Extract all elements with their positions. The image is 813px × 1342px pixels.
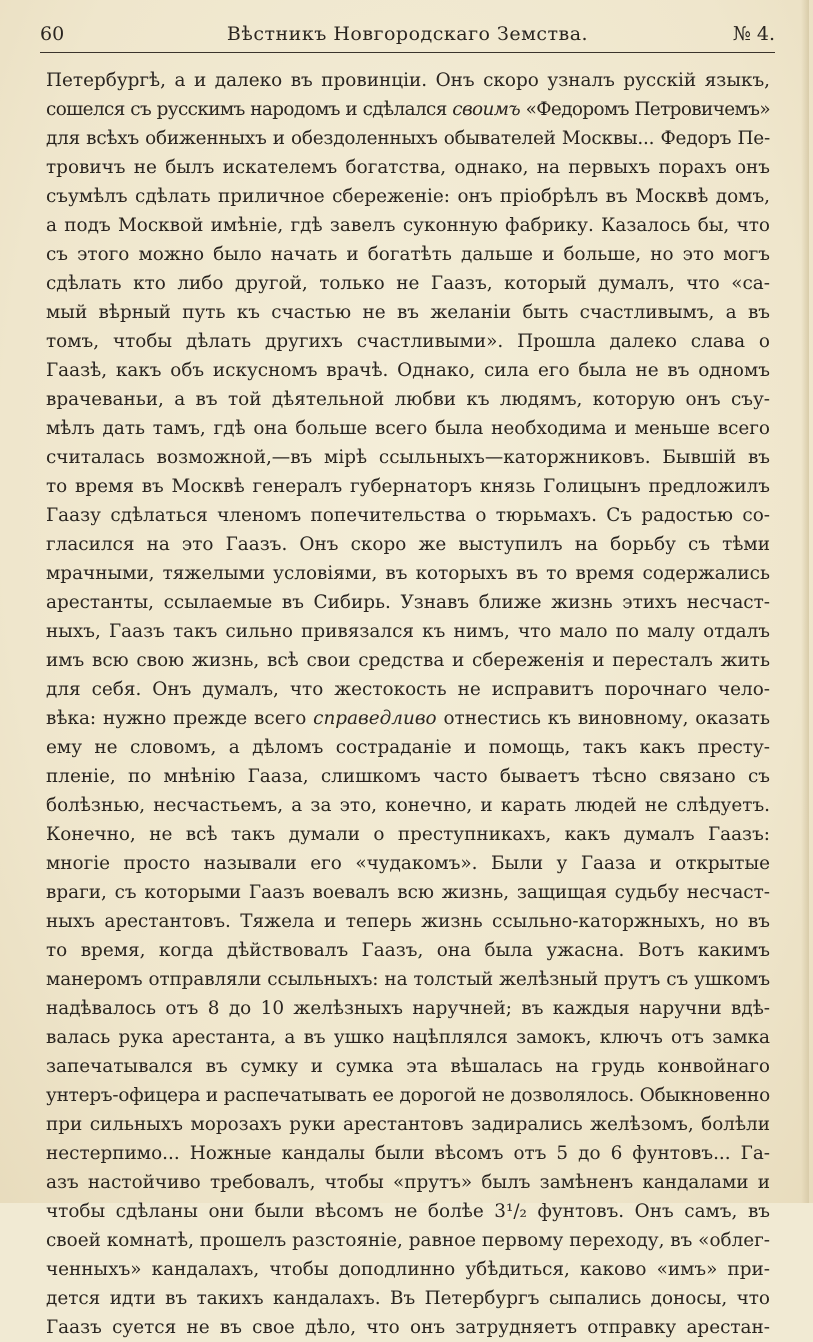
text-line: чтобы сдѣланы они были вѣсомъ не болѣе 3¹/₂ фунтовъ. Онъ самъ, въ xyxy=(46,1201,770,1222)
text-line: азъ настойчиво требовалъ, чтобы «прутъ» былъ замѣненъ кандалами и xyxy=(46,1172,770,1193)
text-line: унтеръ-офицера и распечатывать ее дорогой не дозволялось. Обыкновенно xyxy=(46,1085,770,1106)
text-line: для всѣхъ обиженныхъ и обездоленныхъ обывателей Москвы... Федоръ Пе- xyxy=(46,128,770,149)
text-segment: сошелся съ русскимъ народомъ и сдѣлался xyxy=(46,99,453,120)
text-line: считалась возможной,—въ мірѣ ссыльныхъ—каторжниковъ. Бывшій въ xyxy=(46,447,770,468)
emphasized-word: своимъ xyxy=(452,99,521,120)
page-edge-shadow xyxy=(801,0,809,1203)
text-line: враги, съ которыми Гаазъ воевалъ всю жизнь, защищая судьбу несчаст- xyxy=(46,882,770,903)
text-line: нестерпимо... Ножные кандалы были вѣсомъ отъ 5 до 6 фунтовъ... Га- xyxy=(46,1143,770,1164)
text-segment: отнестись къ виновному, оказать xyxy=(436,708,770,729)
text-line: то время въ Москвѣ генералъ губернаторъ князь Голицынъ предложилъ xyxy=(46,476,770,497)
text-line xyxy=(46,95,770,124)
emphasized-word: справедливо xyxy=(313,708,437,729)
text-line: надѣвалось отъ 8 до 10 желѣзныхъ наручней; въ каждыя наручни вдѣ- xyxy=(46,998,770,1019)
text-line: то время, когда дѣйствовалъ Гаазъ, она была ужасна. Вотъ какимъ xyxy=(46,940,770,961)
text-line: многіе просто называли его «чудакомъ». Были у Гааза и открытые xyxy=(46,853,770,874)
page-number: 60 xyxy=(40,23,65,45)
text-line: Гаазу сдѣлаться членомъ попечительства о тюрьмахъ. Съ радостью со- xyxy=(46,505,770,526)
text-line: манеромъ отправляли ссыльныхъ: на толстый желѣзный прутъ съ ушкомъ xyxy=(46,969,770,990)
text-line: а подъ Москвой имѣніе, гдѣ завелъ суконную фабрику. Казалось бы, что xyxy=(46,215,770,236)
text-line: врачеваньи, а въ той дѣятельной любви къ людямъ, которую онъ съу- xyxy=(46,389,770,410)
text-line: томъ, чтобы дѣлать другихъ счастливыми». Прошла далеко слава о xyxy=(46,331,770,352)
text-line: ему не словомъ, а дѣломъ состраданіе и помощь, такъ какъ престу- xyxy=(46,737,770,758)
text-line: Гаазъ суется не въ свое дѣло, что онъ затрудняетъ отправку арестан- xyxy=(46,1317,770,1338)
text-line: съ этого можно было начать и богатѣть дальше и больше, но это могъ xyxy=(46,244,770,265)
text-line: имъ всю свою жизнь, всѣ свои средства и сбереженія и пересталъ жить xyxy=(46,650,770,671)
text-line: болѣзнью, несчастьемъ, а за это, конечно, и карать людей не слѣдуетъ. xyxy=(46,795,770,816)
text-line: запечатывался въ сумку и сумка эта вѣшалась на грудь конвойнаго xyxy=(46,1056,770,1077)
text-line: Гаазѣ, какъ объ искусномъ врачѣ. Однако, сила его была не въ одномъ xyxy=(46,360,770,381)
text-line: своей комнатѣ, прошелъ разстояніе, равное первому переходу, въ «облег- xyxy=(46,1230,770,1251)
page-header xyxy=(40,18,775,50)
text-line: сдѣлать кто либо другой, только не Гаазъ, который думалъ, что «са- xyxy=(46,273,770,294)
text-line: пленіе, по мнѣнію Гааза, слишкомъ часто бываетъ тѣсно связано съ xyxy=(46,766,770,787)
text-line: арестанты, ссылаемые въ Сибирь. Узнавъ ближе жизнь этихъ несчаст- xyxy=(46,592,770,613)
text-line: дется идти въ такихъ кандалахъ. Въ Петербургъ сыпались доносы, что xyxy=(46,1288,770,1309)
text-line: при сильныхъ морозахъ руки арестантовъ задирались желѣзомъ, болѣли xyxy=(46,1114,770,1135)
text-line: гласился на это Гаазъ. Онъ скоро же выступилъ на борьбу съ тѣми xyxy=(46,534,770,555)
journal-title: Вѣстникъ Новгородскаго Земства. xyxy=(226,23,589,45)
text-line xyxy=(46,704,770,733)
text-line: ныхъ арестантовъ. Тяжела и теперь жизнь ссыльно-каторжныхъ, но въ xyxy=(46,911,770,932)
text-line: съумѣлъ сдѣлать приличное сбереженіе: онъ пріобрѣлъ въ Москвѣ домъ, xyxy=(46,186,770,207)
text-line: ныхъ, Гаазъ такъ сильно привязался къ нимъ, что мало по малу отдалъ xyxy=(46,621,770,642)
text-line: ченныхъ» кандалахъ, чтобы доподлинно убѣдиться, каково «имъ» при- xyxy=(46,1259,770,1280)
header-rule xyxy=(40,52,775,53)
text-line: мый вѣрный путь къ счастью не въ желаніи быть счастливымъ, а въ xyxy=(46,302,770,323)
text-line: тровичъ не былъ искателемъ богатства, однако, на первыхъ порахъ онъ xyxy=(46,157,770,178)
text-segment: вѣка: нужно прежде всего xyxy=(46,708,314,729)
text-line: Петербургѣ, а и далеко въ провинціи. Онъ скоро узналъ русскій языкъ, xyxy=(46,70,770,91)
text-line: мрачными, тяжелыми условіями, въ которыхъ въ то время содержались xyxy=(46,563,770,584)
text-line: для себя. Онъ думалъ, что жестокость не исправитъ порочнаго чело- xyxy=(46,679,770,700)
issue-number: № 4. xyxy=(732,23,775,45)
body-text xyxy=(46,66,770,1342)
text-segment: «Федоромъ Петровичемъ» xyxy=(520,99,770,120)
text-line: валась рука арестанта, а въ ушко нацѣплялся замокъ, ключъ отъ замка xyxy=(46,1027,770,1048)
text-line: мѣлъ дать тамъ, гдѣ она больше всего была необходима и меньше всего xyxy=(46,418,770,439)
text-line: Конечно, не всѣ такъ думали о преступникахъ, какъ думалъ Гаазъ: xyxy=(46,824,770,845)
